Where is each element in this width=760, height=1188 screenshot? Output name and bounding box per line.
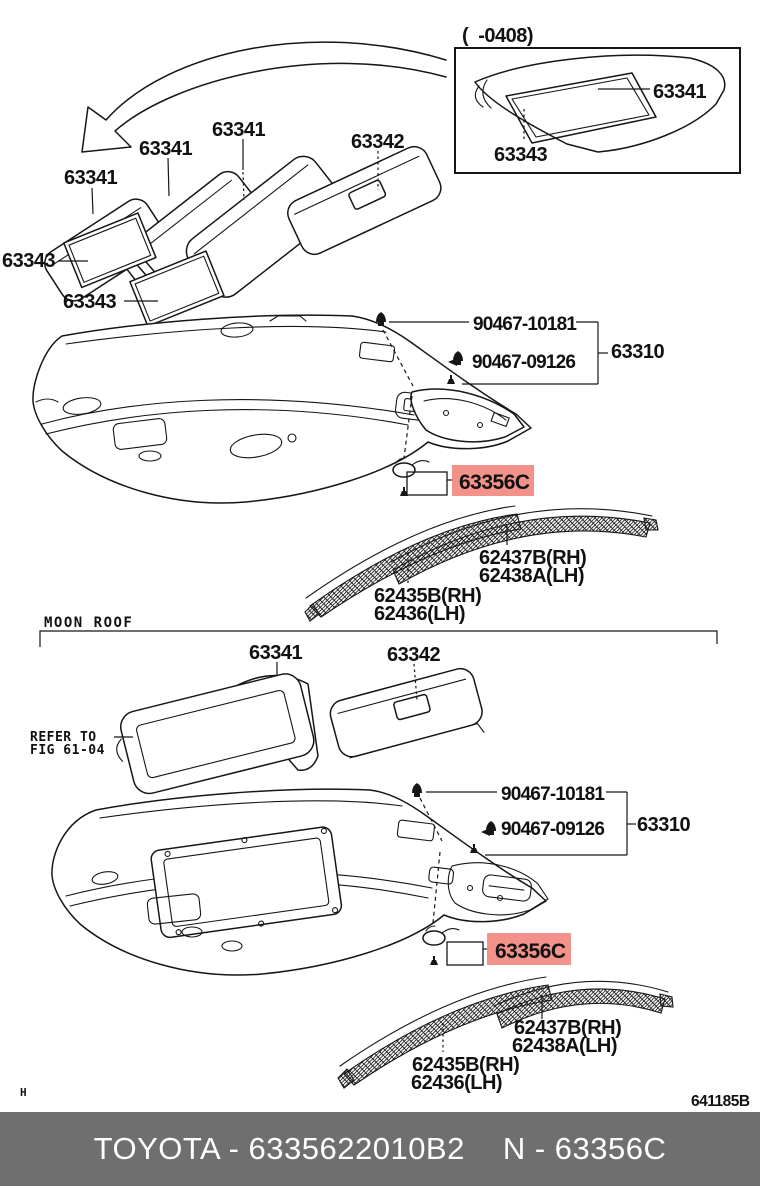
part-label[interactable]: 62435B(RH) <box>374 585 482 607</box>
arrow-icon <box>448 358 457 366</box>
part-label[interactable]: 63342 <box>387 644 441 666</box>
part-label[interactable]: 62435B(RH) <box>412 1054 520 1076</box>
part-label[interactable]: 63343 <box>63 291 117 313</box>
part-label[interactable]: 63341 <box>139 138 193 160</box>
corner-mark: H <box>20 1086 27 1099</box>
footer-catalog-code: TOYOTA - 6335622010B2 <box>93 1131 465 1166</box>
part-label[interactable]: 90467-09126 <box>472 352 576 373</box>
part-label-highlighted[interactable]: 63356C <box>459 471 530 494</box>
moonroof-bracket-line <box>40 631 717 647</box>
part-label[interactable]: 90467-09126 <box>501 819 605 840</box>
part-label[interactable]: 62438A(LH) <box>512 1035 618 1057</box>
part-label[interactable]: 62436(LH) <box>411 1072 503 1094</box>
part-label[interactable]: 62436(LH) <box>374 603 466 625</box>
part-label[interactable]: 62437B(RH) <box>514 1017 622 1039</box>
part-label[interactable]: 63341 <box>212 119 266 141</box>
footer-part-number: N - 63356C <box>502 1131 667 1166</box>
part-label[interactable]: 63343 <box>494 144 548 166</box>
sunroof-glass-drawing <box>108 671 317 799</box>
part-label[interactable]: 63341 <box>64 167 118 189</box>
part-label-highlighted[interactable]: 63356C <box>495 940 566 963</box>
inset-caption: ( -0408) <box>462 25 534 47</box>
refer-note-line2: FIG 61-04 <box>30 743 105 758</box>
refer-note-line1: REFER TO <box>30 730 97 745</box>
holder-drawing-moonroof <box>423 926 487 965</box>
figure-code: 641185B <box>691 1093 750 1110</box>
part-label[interactable]: 63343 <box>2 250 56 272</box>
headlining-drawing-moonroof <box>52 789 548 975</box>
part-label[interactable]: 63341 <box>249 642 303 664</box>
part-label[interactable]: 62438A(LH) <box>479 565 585 587</box>
part-label[interactable]: 63310 <box>611 341 665 363</box>
part-label[interactable]: 90467-10181 <box>501 784 605 805</box>
holder-drawing-standard <box>393 458 452 496</box>
part-label[interactable]: 62437B(RH) <box>479 547 587 569</box>
part-label[interactable]: 63310 <box>637 814 691 836</box>
clip-icon-10181-mr <box>412 783 422 797</box>
part-label[interactable]: 63342 <box>351 131 405 153</box>
part-label[interactable]: 90467-10181 <box>473 314 577 335</box>
footer-bar <box>0 1112 760 1186</box>
part-label[interactable]: 63341 <box>653 81 707 103</box>
section-title: MOON ROOF <box>44 615 134 631</box>
arrow-icon-mr <box>481 828 490 836</box>
